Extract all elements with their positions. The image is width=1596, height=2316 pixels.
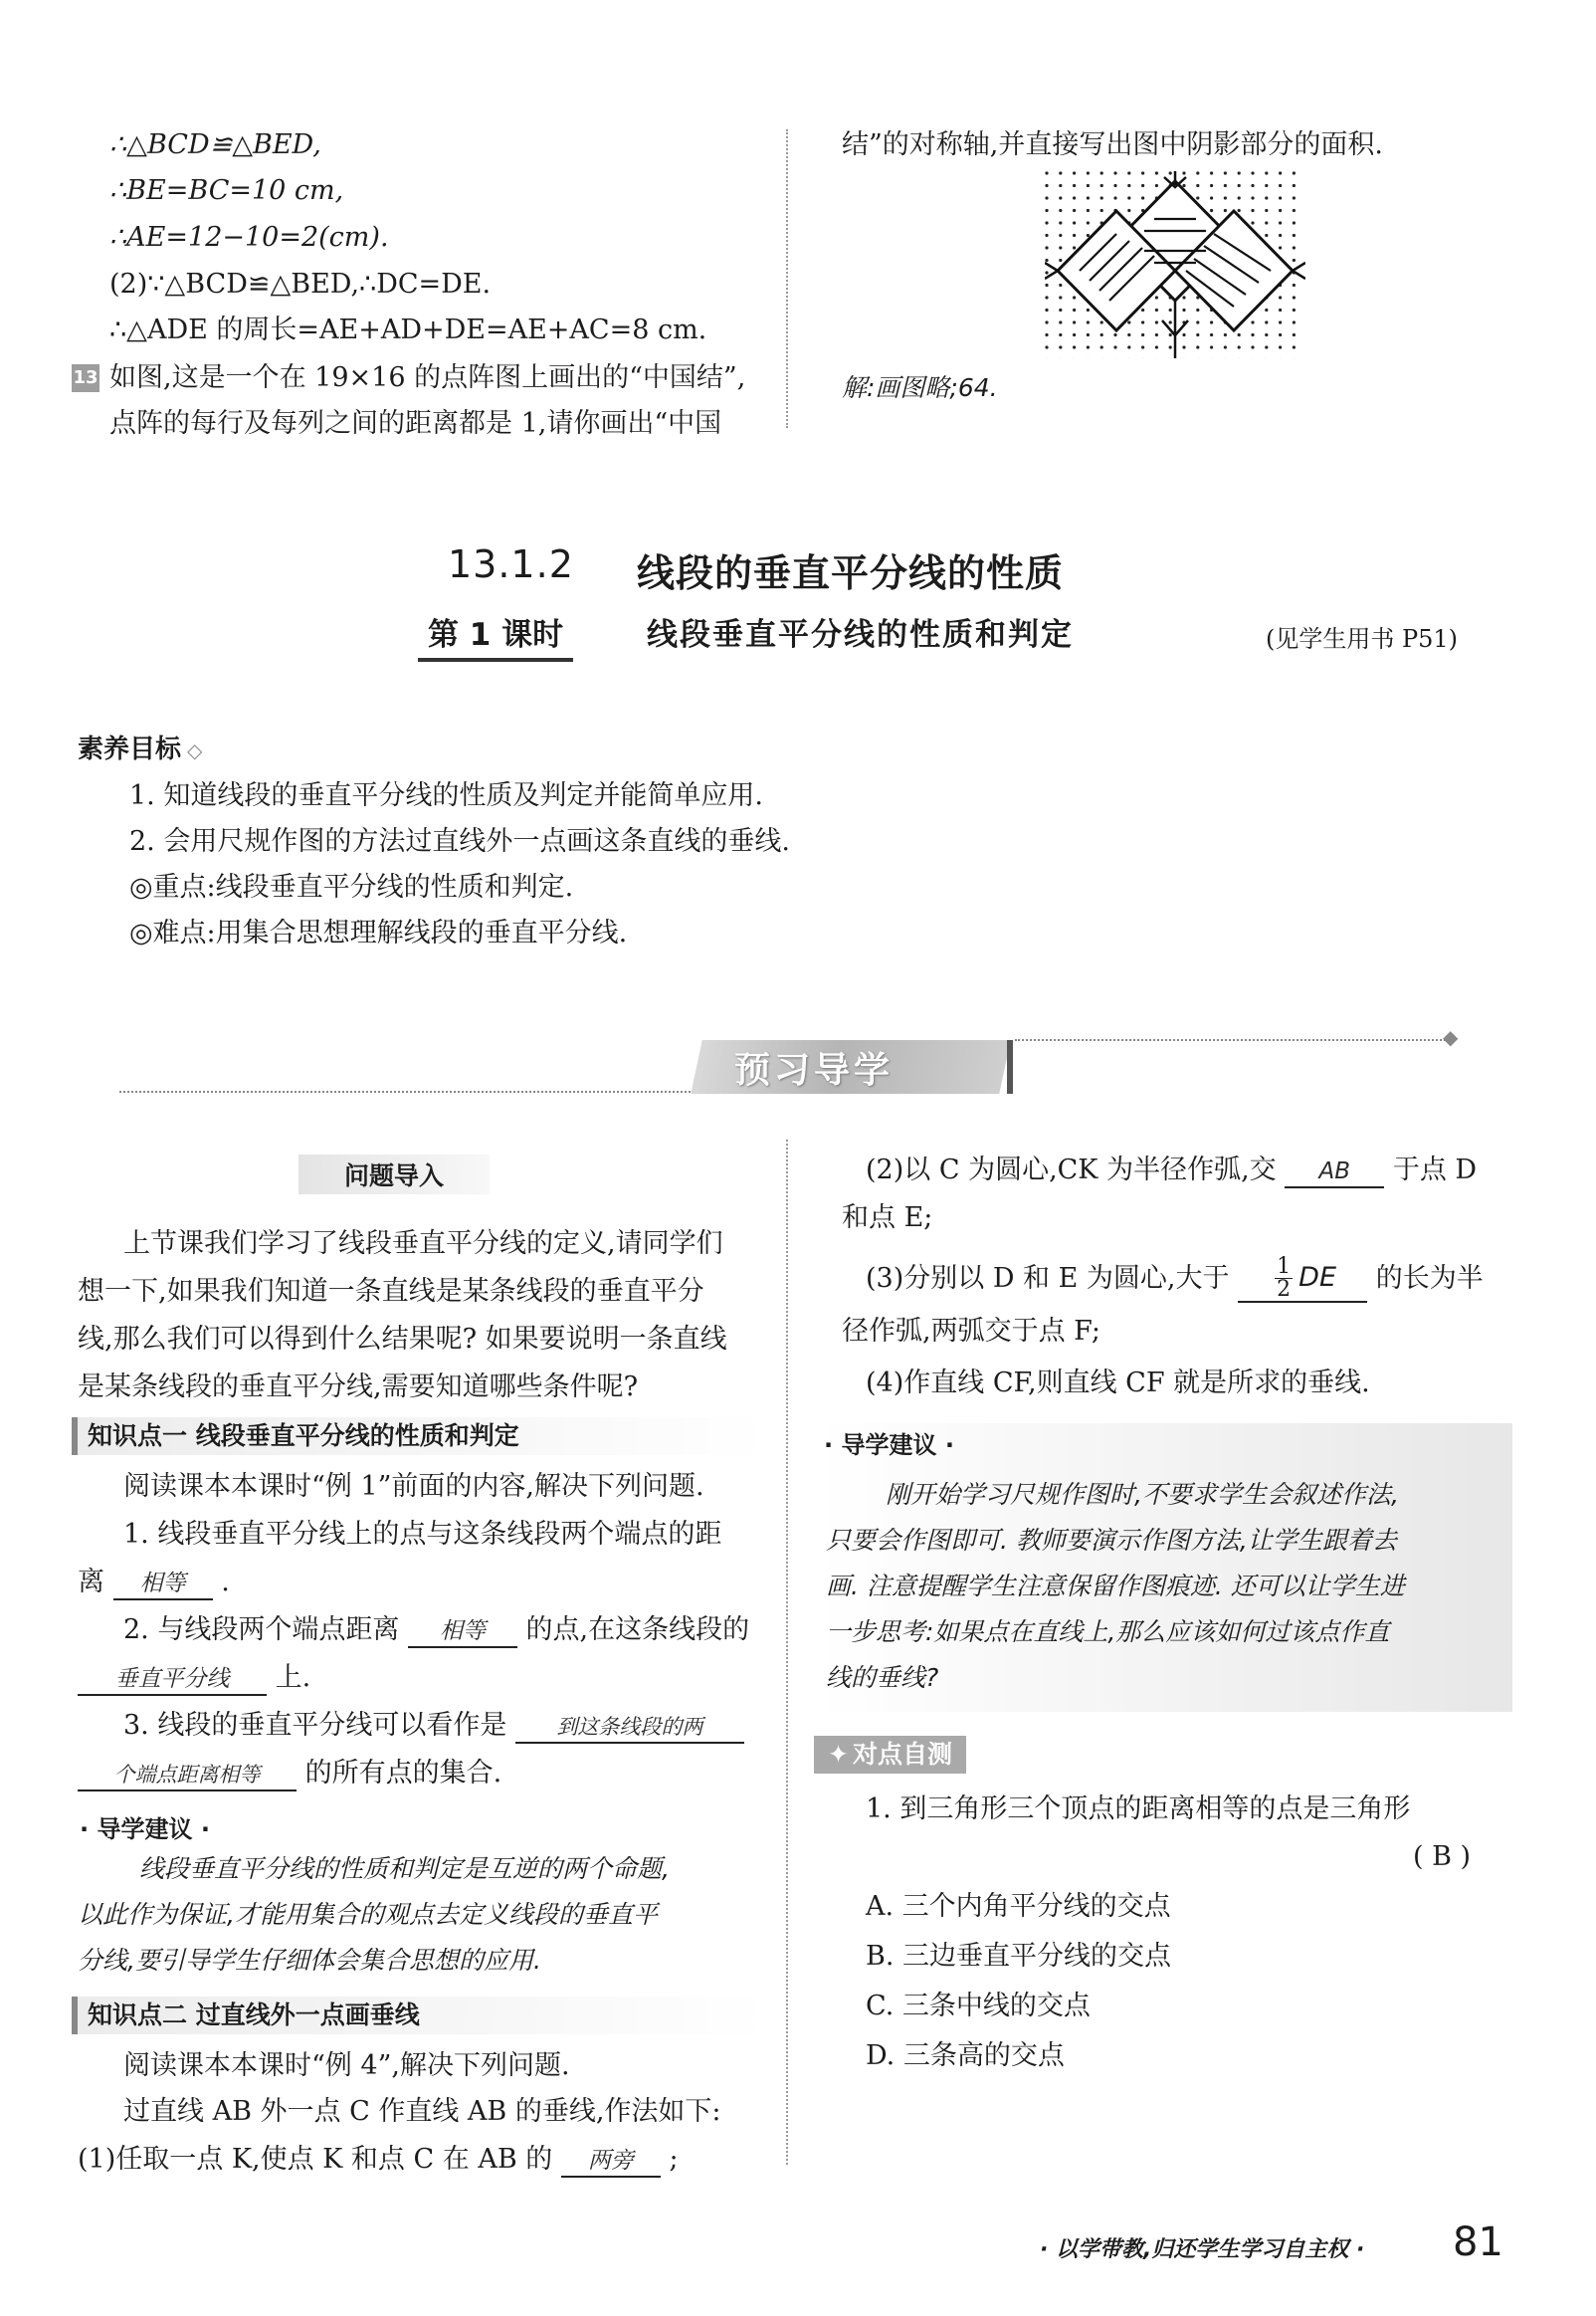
banner-rule-right <box>1015 1039 1453 1041</box>
question-13-line-1: 如图,这是一个在 19×16 的点阵图上画出的“中国结”, <box>109 362 746 393</box>
kp1-q3-suffix: 的所有点的集合. <box>304 1758 502 1789</box>
step3-answer-de: DE <box>1298 1262 1337 1293</box>
kp2-step1-suffix: ; <box>669 2144 679 2175</box>
goal-item-2: 2. 会用尺规作图的方法过直线外一点画这条直线的垂线. <box>129 826 790 857</box>
guide-1-line-1: 线段垂直平分线的性质和判定是互逆的两个命题, <box>139 1854 670 1883</box>
main-column-divider <box>786 1140 788 2165</box>
proof-line-1: ∴△BCD≌△BED, <box>109 129 321 160</box>
proof-line-2: ∴BE=BC=10 cm, <box>109 175 344 206</box>
self-check-question-1-answer: ( B ) <box>1413 1841 1472 1872</box>
star-icon: ✦ <box>828 1740 849 1769</box>
kp1-q3-prefix: 3. 线段的垂直平分线可以看作是 <box>123 1710 507 1741</box>
kp1-question-2-line-1 <box>123 1612 749 1648</box>
section-title: 线段的垂直平分线的性质 <box>637 551 1065 595</box>
step2-answer: AB <box>1285 1157 1384 1188</box>
step-2-line-2: 和点 E; <box>842 1202 933 1233</box>
guide-1-line-3: 分线,要引导学生仔细体会集合思想的应用. <box>78 1946 541 1975</box>
proof-line-3: ∴AE=12−10=2(cm). <box>109 222 389 253</box>
kp1-question-3-line-1 <box>123 1708 744 1744</box>
question-13-line-2: 点阵的每行及每列之间的距离都是 1,请你画出“中国 <box>109 408 722 439</box>
guide-2-heading: · 导学建议 · <box>824 1431 954 1459</box>
step2-prefix: (2)以 C 为圆心,CK 为半径作弧,交 <box>866 1155 1277 1185</box>
proof-line-5: ∴△ADE 的周长=AE+AD+DE=AE+AC=8 cm. <box>109 315 707 345</box>
problem-intro-heading: 问题导入 <box>299 1155 490 1194</box>
knowledge-point-2-heading: 知识点二 过直线外一点画垂线 <box>72 1997 768 2034</box>
knowledge-point-1-heading: 知识点一 线段垂直平分线的性质和判定 <box>72 1417 768 1455</box>
kp1-question-2-line-2 <box>78 1660 310 1696</box>
kp1-q2-prefix: 2. 与线段两个端点距离 <box>123 1614 400 1645</box>
guide-1-line-2: 以此作为保证,才能用集合的观点去定义线段的垂直平 <box>78 1900 658 1929</box>
step3-prefix: (3)分别以 D 和 E 为圆心,大于 <box>866 1263 1230 1294</box>
goal-item-1: 1. 知道线段的垂直平分线的性质及判定并能简单应用. <box>129 780 763 811</box>
goals-heading-text: 素养目标 <box>78 735 182 764</box>
intro-line-3: 线,那么我们可以得到什么结果呢? 如果要说明一条直线 <box>78 1324 727 1355</box>
step-3-line-1 <box>866 1256 1484 1303</box>
kp1-question-3-line-2 <box>78 1756 501 1791</box>
goal-difficult-point: ◎难点:用集合思想理解线段的垂直平分线. <box>129 918 628 948</box>
option-b: B. 三边垂直平分线的交点 <box>866 1941 1172 1972</box>
intro-line-4: 是某条线段的垂直平分线,需要知道哪些条件呢? <box>78 1371 639 1402</box>
guide-2-line-4: 一步思考:如果点在直线上,那么应该如何过该点作直 <box>826 1617 1390 1646</box>
step-3-line-2: 径作弧,两弧交于点 F; <box>842 1316 1101 1347</box>
guide-2-line-3: 画. 注意提醒学生注意保留作图痕迹. 还可以让学生进 <box>826 1572 1405 1600</box>
page-number: 81 <box>1453 2219 1503 2265</box>
intro-line-1: 上节课我们学习了线段垂直平分线的定义,请同学们 <box>123 1228 723 1259</box>
step3-suffix: 的长为半 <box>1375 1263 1484 1294</box>
kp1-read-instruction: 阅读课本本课时“例 1”前面的内容,解决下列问题. <box>123 1471 704 1502</box>
preview-guide-banner: 预习导学 <box>734 1050 895 1091</box>
kp1-q3-answer-1: 到这条线段的两 <box>515 1712 744 1744</box>
option-a: A. 三个内角平分线的交点 <box>866 1891 1171 1922</box>
kp1-question-1-line-1: 1. 线段垂直平分线上的点与这条线段两个端点的距 <box>123 1519 722 1550</box>
footer-motto: · 以学带教,归还学生学习自主权 · <box>1040 2237 1365 2262</box>
section-number: 13.1.2 <box>448 542 574 586</box>
kp1-question-1-line-2 <box>78 1565 230 1600</box>
kp2-read-instruction: 阅读课本本课时“例 4”,解决下列问题. <box>123 2050 570 2081</box>
lesson-title: 线段垂直平分线的性质和判定 <box>647 617 1074 653</box>
step-2-line-1 <box>866 1153 1477 1188</box>
self-check-question-1: 1. 到三角形三个顶点的距离相等的点是三角形 <box>866 1793 1411 1824</box>
kp2-construction-intro: 过直线 AB 外一点 C 作直线 AB 的垂线,作法如下: <box>123 2096 721 2127</box>
top-column-divider <box>786 129 788 428</box>
goal-key-point: ◎重点:线段垂直平分线的性质和判定. <box>129 872 574 903</box>
kp2-step1-answer: 两旁 <box>561 2146 661 2178</box>
question-13-badge: 13 <box>72 364 100 392</box>
fraction-numerator: 1 <box>1277 1254 1292 1279</box>
kp1-q1-suffix: . <box>221 1567 230 1597</box>
guide-2-line-2: 只要会作图即可. 教师要演示作图方法,让学生跟着去 <box>826 1526 1397 1555</box>
step3-answer <box>1238 1256 1367 1303</box>
step-4: (4)作直线 CF,则直线 CF 就是所求的垂线. <box>866 1368 1370 1398</box>
kp1-q2-suffix: 上. <box>275 1662 311 1693</box>
goals-heading <box>78 729 202 765</box>
kp2-step1-prefix: (1)任取一点 K,使点 K 和点 C 在 AB 的 <box>78 2144 553 2175</box>
intro-line-2: 想一下,如果我们知道一条直线是某条线段的垂直平分 <box>78 1276 704 1307</box>
guide-1-heading: · 导学建议 · <box>80 1815 210 1843</box>
fraction-denominator: 2 <box>1277 1277 1292 1302</box>
option-d: D. 三条高的交点 <box>866 2040 1065 2071</box>
chinese-knot-figure <box>1045 171 1305 358</box>
guide-2-line-1: 刚开始学习尺规作图时,不要求学生会叙述作法, <box>886 1480 1399 1509</box>
step2-suffix: 于点 D <box>1392 1155 1478 1185</box>
diamond-icon-right: ◆ <box>1443 1025 1459 1049</box>
question-13-answer: 解:画图略;64. <box>842 373 998 402</box>
self-check-heading-text: 对点自测 <box>852 1740 952 1769</box>
kp1-q1-answer: 相等 <box>113 1569 213 1600</box>
kp1-q3-answer-2: 个端点距离相等 <box>78 1760 297 1791</box>
kp1-q2-answer-2: 垂直平分线 <box>78 1664 267 1696</box>
diamond-icon: ◇ <box>187 738 203 762</box>
guide-2-line-5: 线的垂线? <box>826 1663 939 1692</box>
one-half-fraction <box>1275 1256 1293 1301</box>
banner-bar <box>1007 1040 1013 1094</box>
lesson-tag: 第 1 课时 <box>418 609 573 662</box>
kp1-q2-answer-1: 相等 <box>408 1616 517 1648</box>
option-c: C. 三条中线的交点 <box>866 1991 1091 2021</box>
question-13-continued: 结”的对称轴,并直接写出图中阴影部分的面积. <box>842 129 1383 160</box>
self-check-heading <box>814 1736 966 1774</box>
banner-rule-left <box>119 1091 706 1093</box>
proof-line-4: (2)∵△BCD≌△BED,∴DC=DE. <box>109 269 492 300</box>
student-book-reference: (见学生用书 P51) <box>1266 625 1459 653</box>
kp1-q1-prefix: 离 <box>78 1567 104 1597</box>
kp1-q2-middle: 的点,在这条线段的 <box>525 1614 750 1645</box>
kp2-step-1 <box>78 2142 679 2178</box>
